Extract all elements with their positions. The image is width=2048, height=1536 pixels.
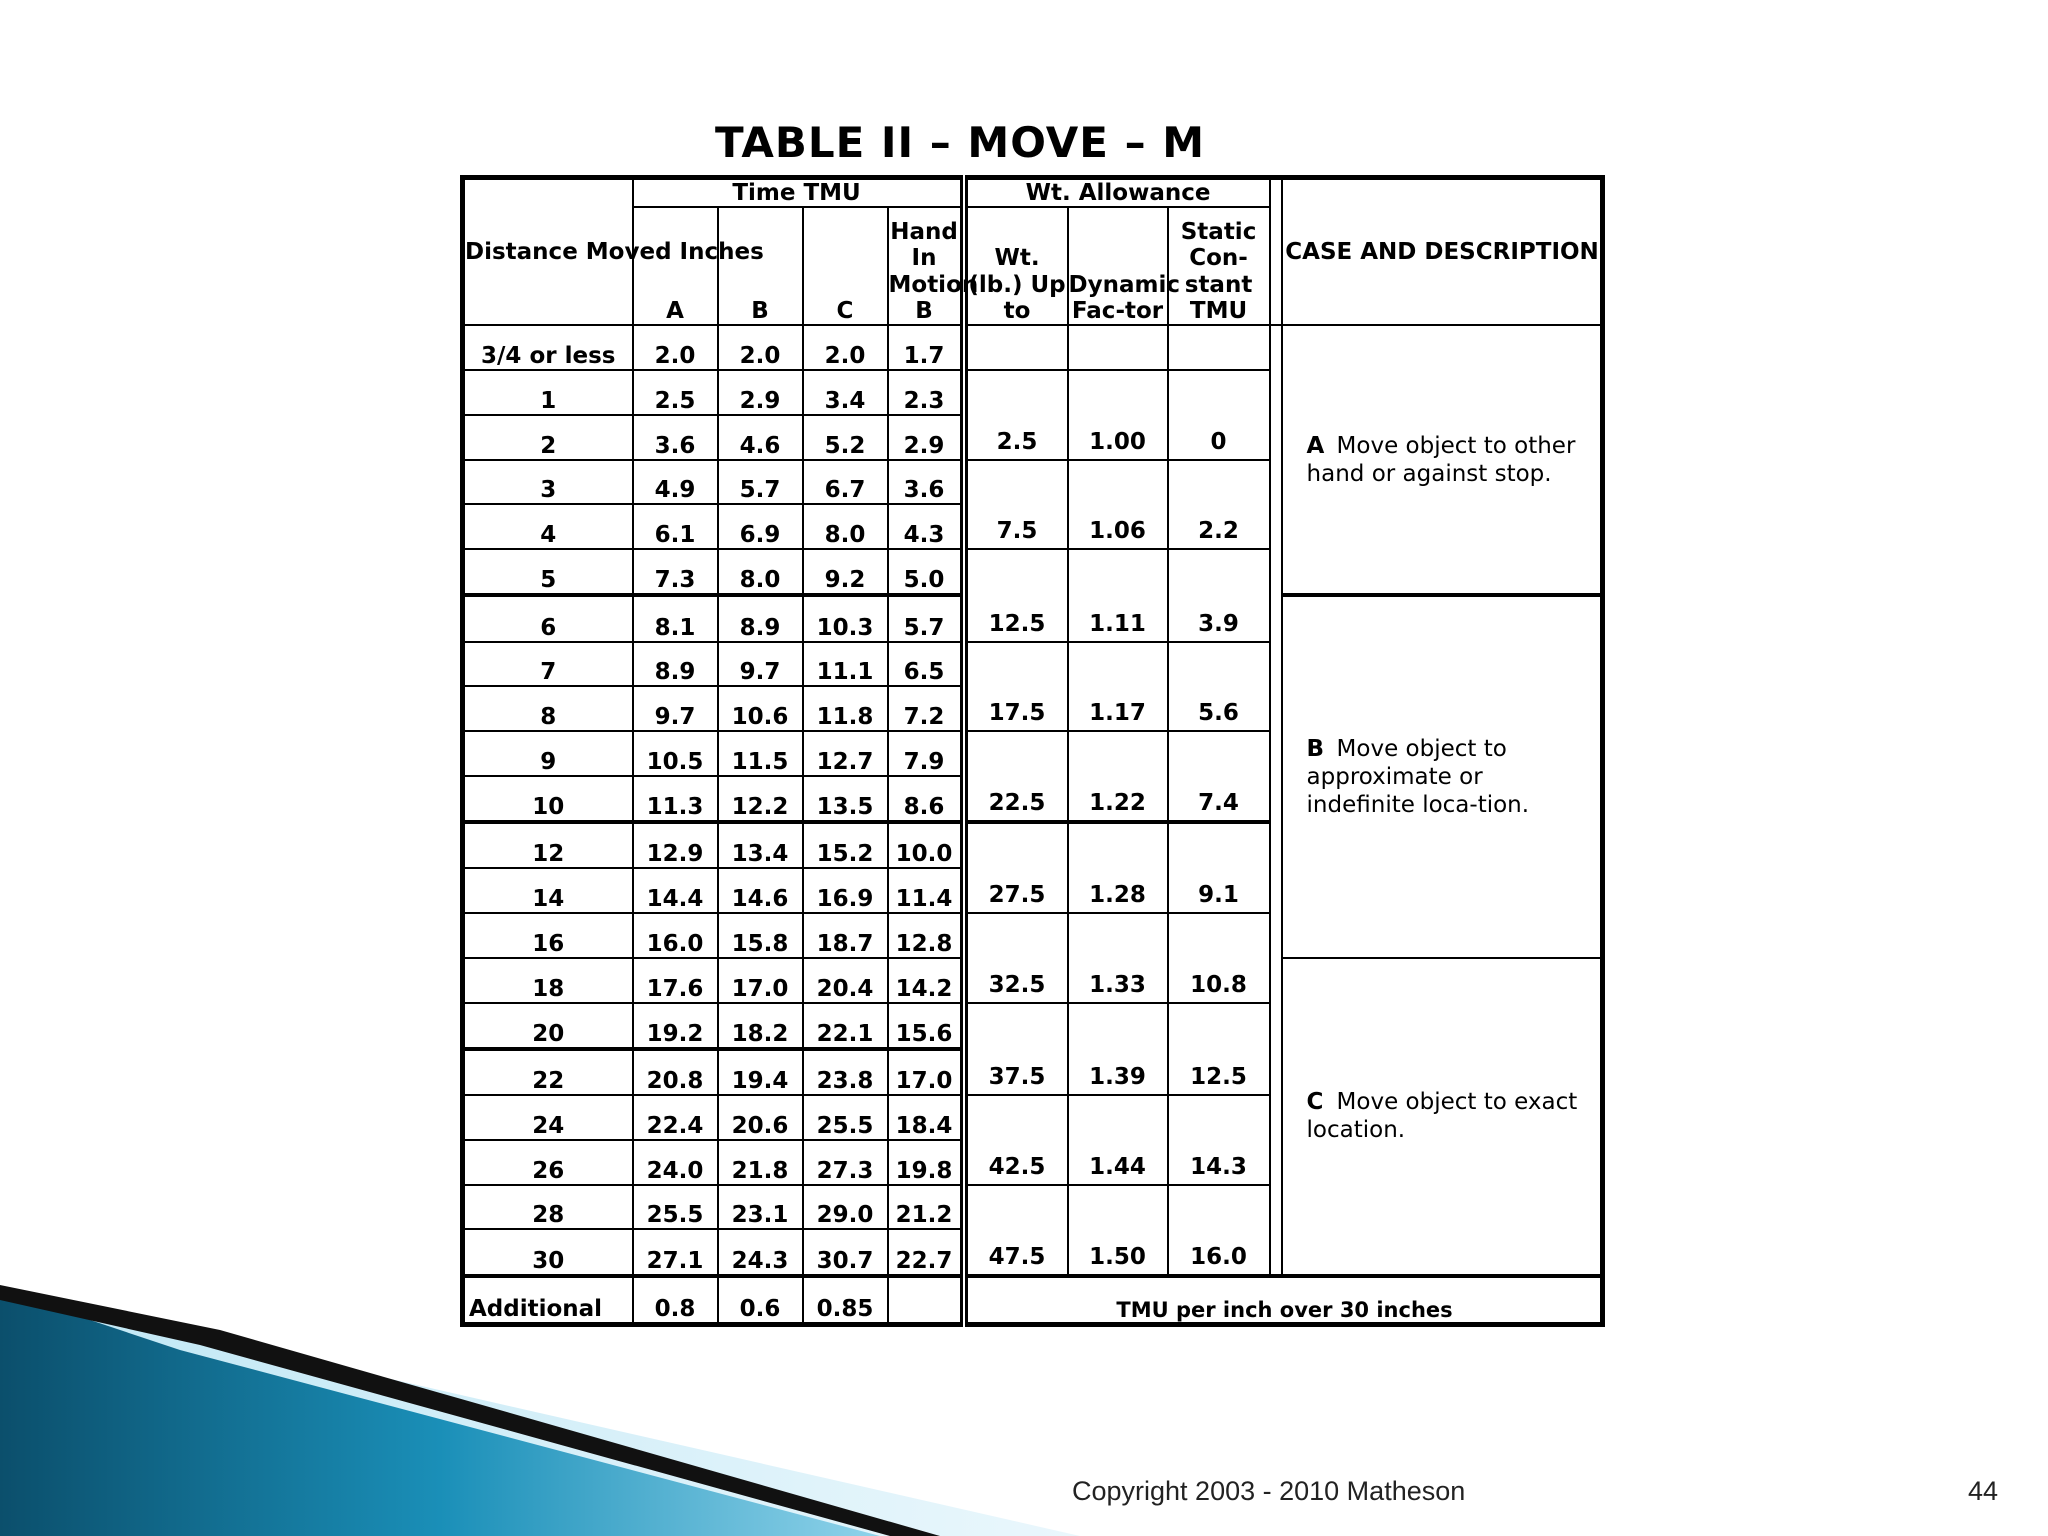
time-c-cell: 3.4 (803, 370, 888, 415)
time-c-cell: 11.1 (803, 642, 888, 687)
time-a-cell: 27.1 (633, 1229, 718, 1275)
distance-cell: 6 (463, 595, 633, 641)
time-c-cell: 10.3 (803, 595, 888, 641)
hand-in-motion-cell: 7.2 (888, 686, 964, 731)
hand-in-motion-cell: 2.9 (888, 415, 964, 460)
weight-factor-cell: 1.39 (1068, 1003, 1168, 1096)
time-b-cell: 6.9 (718, 504, 803, 549)
weight-constant-cell: 9.1 (1168, 822, 1270, 913)
time-b-cell: 17.0 (718, 958, 803, 1003)
distance-cell: 18 (463, 958, 633, 1003)
time-a-cell: 2.0 (633, 325, 718, 370)
time-b-cell: 18.2 (718, 1003, 803, 1049)
time-c-cell: 25.5 (803, 1095, 888, 1140)
time-a-cell: 19.2 (633, 1003, 718, 1049)
time-a-cell: 14.4 (633, 868, 718, 913)
weight-constant-cell: 2.2 (1168, 460, 1270, 549)
weight-constant-cell: 14.3 (1168, 1095, 1270, 1184)
distance-cell: 3 (463, 460, 633, 505)
weight-constant-cell: 16.0 (1168, 1185, 1270, 1276)
time-b-cell: 13.4 (718, 822, 803, 868)
time-b-cell: 15.8 (718, 913, 803, 958)
header-spacer (1270, 178, 1282, 326)
hand-in-motion-cell: 4.3 (888, 504, 964, 549)
static-constant-header: Static Con-stant TMU (1168, 207, 1270, 325)
distance-cell: 16 (463, 913, 633, 958)
time-a-cell: 17.6 (633, 958, 718, 1003)
time-c-cell: 6.7 (803, 460, 888, 505)
time-b-cell: 5.7 (718, 460, 803, 505)
body-spacer (1270, 325, 1282, 1275)
time-c-cell: 2.0 (803, 325, 888, 370)
weight-wt-cell: 27.5 (964, 822, 1068, 913)
time-b-cell: 4.6 (718, 415, 803, 460)
weight-factor-cell: 1.11 (1068, 549, 1168, 642)
time-b-cell: 10.6 (718, 686, 803, 731)
weight-factor-cell: 1.28 (1068, 822, 1168, 913)
hand-in-motion-cell: 6.5 (888, 642, 964, 687)
wt-lb-header: Wt. (lb.) Up to (964, 207, 1068, 325)
col-a-header: A (633, 207, 718, 325)
hand-in-motion-cell: 7.9 (888, 731, 964, 776)
page-number: 44 (1968, 1476, 1999, 1506)
additional-a-cell: 0.8 (633, 1276, 718, 1325)
time-c-cell: 22.1 (803, 1003, 888, 1049)
weight-wt-cell: 17.5 (964, 642, 1068, 731)
case-a-cell (1282, 325, 1603, 595)
hand-in-motion-cell: 8.6 (888, 776, 964, 822)
time-a-cell: 16.0 (633, 913, 718, 958)
time-a-cell: 4.9 (633, 460, 718, 505)
distance-cell: 22 (463, 1049, 633, 1095)
time-c-cell: 5.2 (803, 415, 888, 460)
time-a-cell: 6.1 (633, 504, 718, 549)
time-b-cell: 12.2 (718, 776, 803, 822)
distance-cell: 14 (463, 868, 633, 913)
hand-in-motion-cell: 5.7 (888, 595, 964, 641)
distance-cell: 9 (463, 731, 633, 776)
time-b-cell: 2.0 (718, 325, 803, 370)
time-b-cell: 8.9 (718, 595, 803, 641)
weight-constant-cell: 3.9 (1168, 549, 1270, 642)
hand-in-motion-cell: 3.6 (888, 460, 964, 505)
distance-cell: 20 (463, 1003, 633, 1049)
time-b-cell: 14.6 (718, 868, 803, 913)
time-a-cell: 24.0 (633, 1140, 718, 1185)
time-c-cell: 11.8 (803, 686, 888, 731)
time-c-cell: 13.5 (803, 776, 888, 822)
time-c-cell: 30.7 (803, 1229, 888, 1275)
weight-factor-cell: 1.06 (1068, 460, 1168, 549)
hand-in-motion-cell: 5.0 (888, 549, 964, 595)
case-description-text: Move object to other hand or against stop. (1306, 432, 1576, 487)
time-b-cell: 24.3 (718, 1229, 803, 1275)
time-a-cell: 8.1 (633, 595, 718, 641)
factor-blank-cell (1068, 325, 1168, 370)
additional-b-cell: 0.6 (718, 1276, 803, 1325)
time-c-cell: 12.7 (803, 731, 888, 776)
weight-factor-cell: 1.17 (1068, 642, 1168, 731)
hand-in-motion-cell: 15.6 (888, 1003, 964, 1049)
distance-cell: 8 (463, 686, 633, 731)
time-a-cell: 11.3 (633, 776, 718, 822)
case-b-cell (1282, 595, 1603, 958)
time-c-cell: 29.0 (803, 1185, 888, 1230)
distance-cell: 3/4 or less (463, 325, 633, 370)
distance-cell: 24 (463, 1095, 633, 1140)
distance-cell: 2 (463, 415, 633, 460)
time-b-cell: 2.9 (718, 370, 803, 415)
time-b-cell: 8.0 (718, 549, 803, 595)
hand-in-motion-cell: 10.0 (888, 822, 964, 868)
case-letter: B (1306, 736, 1325, 763)
time-b-cell: 20.6 (718, 1095, 803, 1140)
weight-factor-cell: 1.50 (1068, 1185, 1168, 1276)
weight-constant-cell: 10.8 (1168, 913, 1270, 1002)
time-a-cell: 25.5 (633, 1185, 718, 1230)
time-c-cell: 15.2 (803, 822, 888, 868)
weight-factor-cell: 1.33 (1068, 913, 1168, 1002)
distance-cell: 28 (463, 1185, 633, 1230)
constant-blank-cell (1168, 325, 1270, 370)
time-b-cell: 11.5 (718, 731, 803, 776)
dynamic-factor-header: Dynamic Fac-tor (1068, 207, 1168, 325)
move-table-body (463, 325, 1603, 1324)
time-c-cell: 27.3 (803, 1140, 888, 1185)
distance-cell: 1 (463, 370, 633, 415)
time-b-cell: 19.4 (718, 1049, 803, 1095)
time-b-cell: 9.7 (718, 642, 803, 687)
case-c-cell (1282, 958, 1603, 1276)
distance-cell: 10 (463, 776, 633, 822)
col-b-header: B (718, 207, 803, 325)
weight-wt-cell: 7.5 (964, 460, 1068, 549)
time-a-cell: 12.9 (633, 822, 718, 868)
hand-in-motion-header: Hand In Motion B (888, 207, 964, 325)
weight-factor-cell: 1.22 (1068, 731, 1168, 822)
case-description-text: Move object to exact location. (1306, 1089, 1578, 1144)
additional-note-cell: TMU per inch over 30 inches (964, 1276, 1603, 1325)
wt-blank-cell (964, 325, 1068, 370)
copyright-text: Copyright 2003 - 2010 Matheson (1072, 1476, 1466, 1506)
additional-c-cell: 0.85 (803, 1276, 888, 1325)
time-a-cell: 8.9 (633, 642, 718, 687)
weight-constant-cell: 12.5 (1168, 1003, 1270, 1096)
time-a-cell: 20.8 (633, 1049, 718, 1095)
time-tmu-header: Time TMU (633, 178, 964, 208)
additional-hand-blank-cell (888, 1276, 964, 1325)
time-a-cell: 2.5 (633, 370, 718, 415)
weight-factor-cell: 1.44 (1068, 1095, 1168, 1184)
case-letter: C (1306, 1089, 1324, 1116)
hand-in-motion-cell: 14.2 (888, 958, 964, 1003)
hand-in-motion-cell: 17.0 (888, 1049, 964, 1095)
weight-factor-cell: 1.00 (1068, 370, 1168, 459)
time-a-cell: 9.7 (633, 686, 718, 731)
distance-cell: 5 (463, 549, 633, 595)
time-a-cell: 22.4 (633, 1095, 718, 1140)
time-c-cell: 23.8 (803, 1049, 888, 1095)
distance-cell: 26 (463, 1140, 633, 1185)
hand-in-motion-cell: 22.7 (888, 1229, 964, 1275)
hand-in-motion-cell: 11.4 (888, 868, 964, 913)
hand-in-motion-cell: 19.8 (888, 1140, 964, 1185)
case-description-header: CASE AND DESCRIPTION (1282, 178, 1603, 326)
wt-allowance-header: Wt. Allowance (964, 178, 1270, 208)
time-c-cell: 20.4 (803, 958, 888, 1003)
col-c-header: C (803, 207, 888, 325)
distance-header: Distance Moved Inches (463, 178, 633, 326)
weight-constant-cell: 0 (1168, 370, 1270, 459)
distance-cell: 7 (463, 642, 633, 687)
time-a-cell: 10.5 (633, 731, 718, 776)
time-c-cell: 9.2 (803, 549, 888, 595)
distance-cell: 4 (463, 504, 633, 549)
time-c-cell: 8.0 (803, 504, 888, 549)
time-b-cell: 23.1 (718, 1185, 803, 1230)
additional-label-cell: Additional (463, 1276, 633, 1325)
weight-wt-cell: 22.5 (964, 731, 1068, 822)
weight-constant-cell: 5.6 (1168, 642, 1270, 731)
time-a-cell: 3.6 (633, 415, 718, 460)
additional-row (463, 1276, 1603, 1325)
weight-constant-cell: 7.4 (1168, 731, 1270, 822)
hand-in-motion-cell: 12.8 (888, 913, 964, 958)
hand-in-motion-cell: 18.4 (888, 1095, 964, 1140)
distance-cell: 30 (463, 1229, 633, 1275)
weight-wt-cell: 2.5 (964, 370, 1068, 459)
weight-wt-cell: 32.5 (964, 913, 1068, 1002)
weight-wt-cell: 42.5 (964, 1095, 1068, 1184)
move-table-container (460, 175, 1600, 1327)
weight-wt-cell: 37.5 (964, 1003, 1068, 1096)
time-c-cell: 16.9 (803, 868, 888, 913)
time-b-cell: 21.8 (718, 1140, 803, 1185)
distance-cell: 12 (463, 822, 633, 868)
table-title: TABLE II – MOVE – M (714, 118, 1206, 167)
hand-in-motion-cell: 1.7 (888, 325, 964, 370)
weight-wt-cell: 12.5 (964, 549, 1068, 642)
weight-wt-cell: 47.5 (964, 1185, 1068, 1276)
hand-in-motion-cell: 21.2 (888, 1185, 964, 1230)
case-description-text: Move object to approximate or indefinite loca-tion. (1306, 736, 1530, 819)
time-c-cell: 18.7 (803, 913, 888, 958)
case-letter: A (1306, 432, 1325, 459)
table-row (463, 325, 1603, 370)
move-table (460, 175, 1605, 1327)
hand-in-motion-cell: 2.3 (888, 370, 964, 415)
time-a-cell: 7.3 (633, 549, 718, 595)
